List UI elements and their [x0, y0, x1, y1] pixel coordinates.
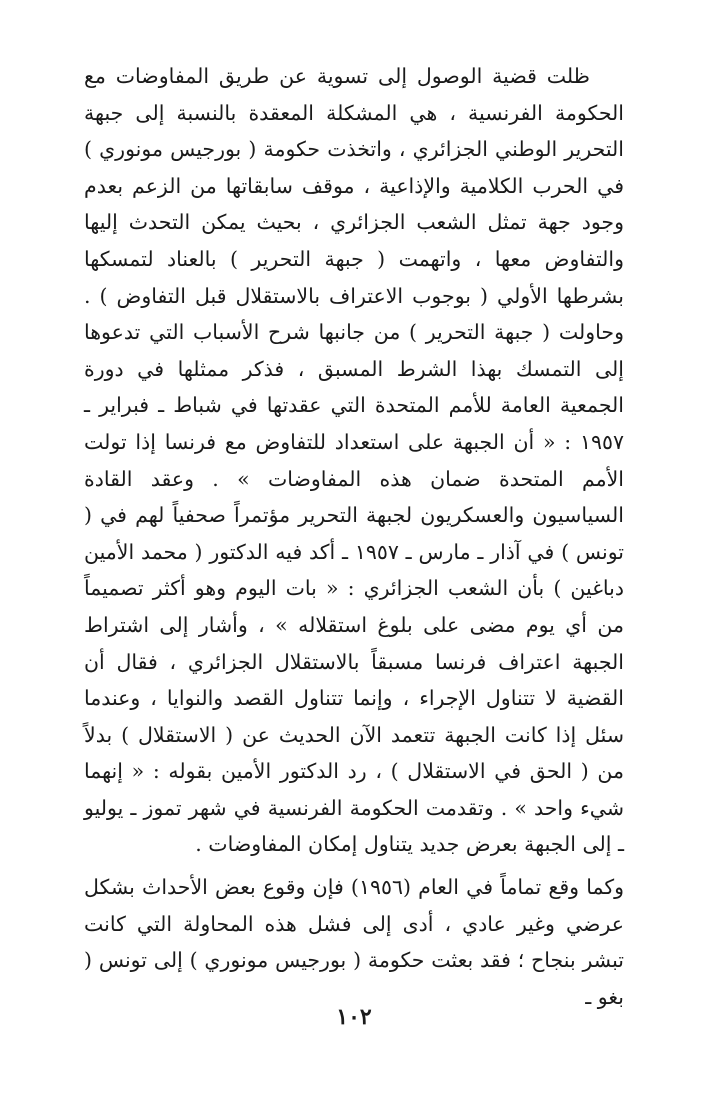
paragraph-1: ظلت قضية الوصول إلى تسوية عن طريق المفاوضات مع الحكومة الفرنسية ، هي المشكلة المعقدة بالنسبة إلى جبهة التحرير الوطني الجزائري ، واتخذت حكومة ( بورجيس مونوري ) في الحرب الكلامية والإذاعية ، موقف سابقاتها من الزعم بعدم وجود جهة تمثل الشعب الجزائري ، بحيث يمكن التحدث إليها والتفاوض معها ، واتهمت ( جبهة التحرير ) بالعناد لتمسكها بشرطها الأولي ( بوجوب الاعتراف بالاستقلال قبل التفاوض ) . وحاولت ( جبهة التحرير ) من جانبها شرح الأسباب التي تدعوها إلى التمسك بهذا الشرط المسبق ، فذكر ممثلها في دورة الجمعية العامة للأمم المتحدة التي عقدتها في شباط ـ فبراير ـ ١٩٥٧ : « أن الجبهة على استعداد للتفاوض مع فرنسا إذا تولت الأمم المتحدة ضمان هذه المفاوضات » . وعقد القادة السياسيون والعسكريون لجبهة التحرير مؤتمراً صحفياً لهم في ( تونس ) في آذار ـ مارس ـ ١٩٥٧ ـ أكد فيه الدكتور ( محمد الأمين دباغين ) بأن الشعب الجزائري : « بات اليوم وهو أكثر تصميماً من أي يوم مضى على بلوغ استقلاله » ، وأشار إلى اشتراط الجبهة اعتراف فرنسا مسبقاً بالاستقلال الجزائري ، فقال أن القضية لا تتناول الإجراء ، وإنما تتناول القصد والنوايا ، وعندما سئل إذا كانت الجبهة تتعمد الآن الحديث عن ( الاستقلال ) بدلاً من ( الحق في الاستقلال ) ، رد الدكتور الأمين بقوله : « إنهما شيء واحد » . وتقدمت الحكومة الفرنسية في شهر تموز ـ يوليو ـ إلى الجبهة بعرض جديد يتناول إمكان المفاوضات . [84, 64, 625, 857]
body-text [84, 58, 624, 1015]
paragraph-2: وكما وقع تماماً في العام (١٩٥٦) فإن وقوع بعض الأحداث بشكل عرضي وغير عادي ، أدى إلى فشل هذه المحاولة التي كانت تبشر بنجاح ؛ فقد بعثت حكومة ( بورجيس مونوري ) إلى تونس ( بغو ـ [84, 875, 624, 1009]
page-number: ١٠٢ [336, 1004, 372, 1030]
